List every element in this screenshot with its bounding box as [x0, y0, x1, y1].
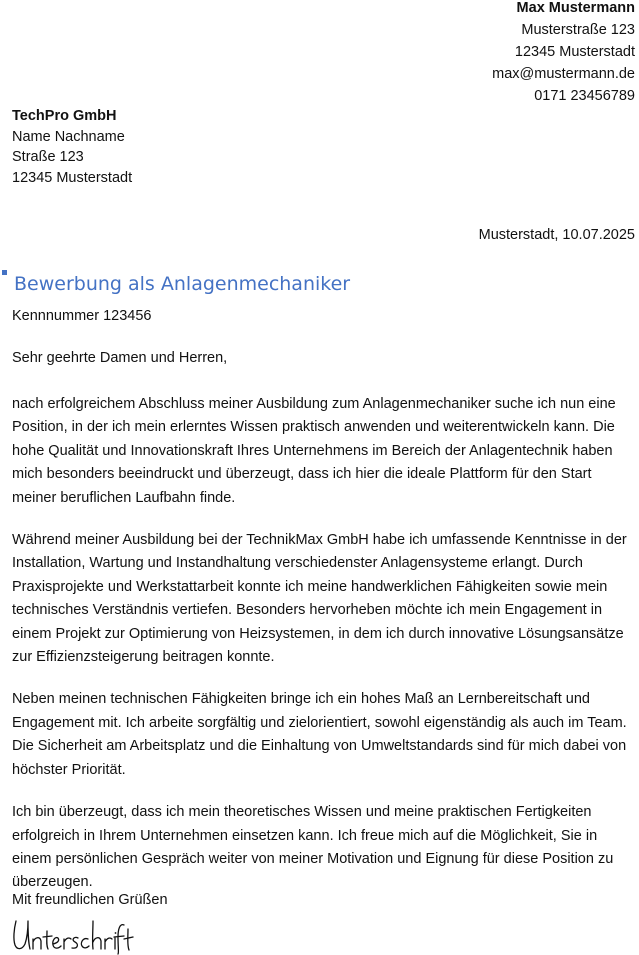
recipient-address-block — [12, 106, 132, 188]
body-paragraph: nach erfolgreichem Abschluss meiner Ausbildung zum Anlagenmechaniker suche ich nun eine Position, in der ich mein erlerntes Wissen praktisch anwenden und weiterentwickeln kann. Die hohe Qualität und Innovationskraft Ihres Unternehmens im Bereich der Anlagentechnik haben mich besonders beeindruckt und überzeugt, dass ich hier die ideale Plattform für den Start meiner beruflichen Laufbahn finde. — [12, 396, 616, 506]
subject-heading: Bewerbung als Anlagenmechaniker — [14, 273, 351, 295]
handwritten-signature — [10, 915, 134, 955]
body-paragraph: Während meiner Ausbildung bei der TechnikMax GmbH habe ich umfassende Kenntnisse in der Installation, Wartung und Instandhaltung verschiedenster Anlagensysteme erlangt. Durch Praxisprojekte und Werkstattarbeit konnte ich meine handwerklichen Fähigkeiten sowie mein technisches Verständnis vertiefen. Besonders hervorheben möchte ich mein Engagement in einem Projekt zur Optimierung von Heizsystemen, in dem ich durch innovative Lösungsansätze zur Effizienzsteigerung beitragen konnte. — [12, 532, 627, 666]
sender-email: max@mustermann.de — [492, 66, 635, 82]
sender-city: 12345 Musterstadt — [514, 44, 635, 60]
recipient-street: Straße 123 — [12, 149, 84, 165]
letter-body — [12, 393, 634, 914]
sender-address-block — [492, 0, 635, 107]
body-paragraph: Ich bin überzeugt, dass ich mein theoretisches Wissen und meine praktischen Fertigkeiten erfolgreich in Ihrem Unternehmen einsetzen kann. Ich freue mich auf die Möglichkeit, Sie in einem persönlichen Gespräch weiter von meiner Motivation und Eignung für diese Position zu überzeugen. — [12, 804, 614, 891]
reference-number: Kennnummer 123456 — [12, 308, 152, 324]
recipient-city: 12345 Musterstadt — [12, 169, 133, 186]
place-date: Musterstadt, 10.07.2025 — [478, 227, 635, 243]
body-paragraph: Neben meinen technischen Fähigkeiten bringe ich ein hohes Maß an Lernbereitschaft und Engagement mit. Ich arbeite sorgfältig und zielorientiert, sowohl eigenständig als auch im Team. Die Sicherheit am Arbeitsplatz und die Einhaltung von Umweltstandards sind für mich dabei von höchster Priorität. — [12, 691, 627, 778]
sender-name: Max Mustermann — [516, 0, 635, 16]
recipient-company: TechPro GmbH — [12, 108, 117, 124]
sender-phone: 0171 23456789 — [534, 88, 635, 104]
recipient-contact: Name Nachname — [12, 128, 125, 145]
salutation: Sehr geehrte Damen und Herren, — [12, 350, 228, 366]
sender-street: Musterstraße 123 — [521, 22, 635, 38]
closing-phrase: Mit freundlichen Grüßen — [12, 892, 168, 908]
subject-marker-icon — [2, 270, 7, 275]
